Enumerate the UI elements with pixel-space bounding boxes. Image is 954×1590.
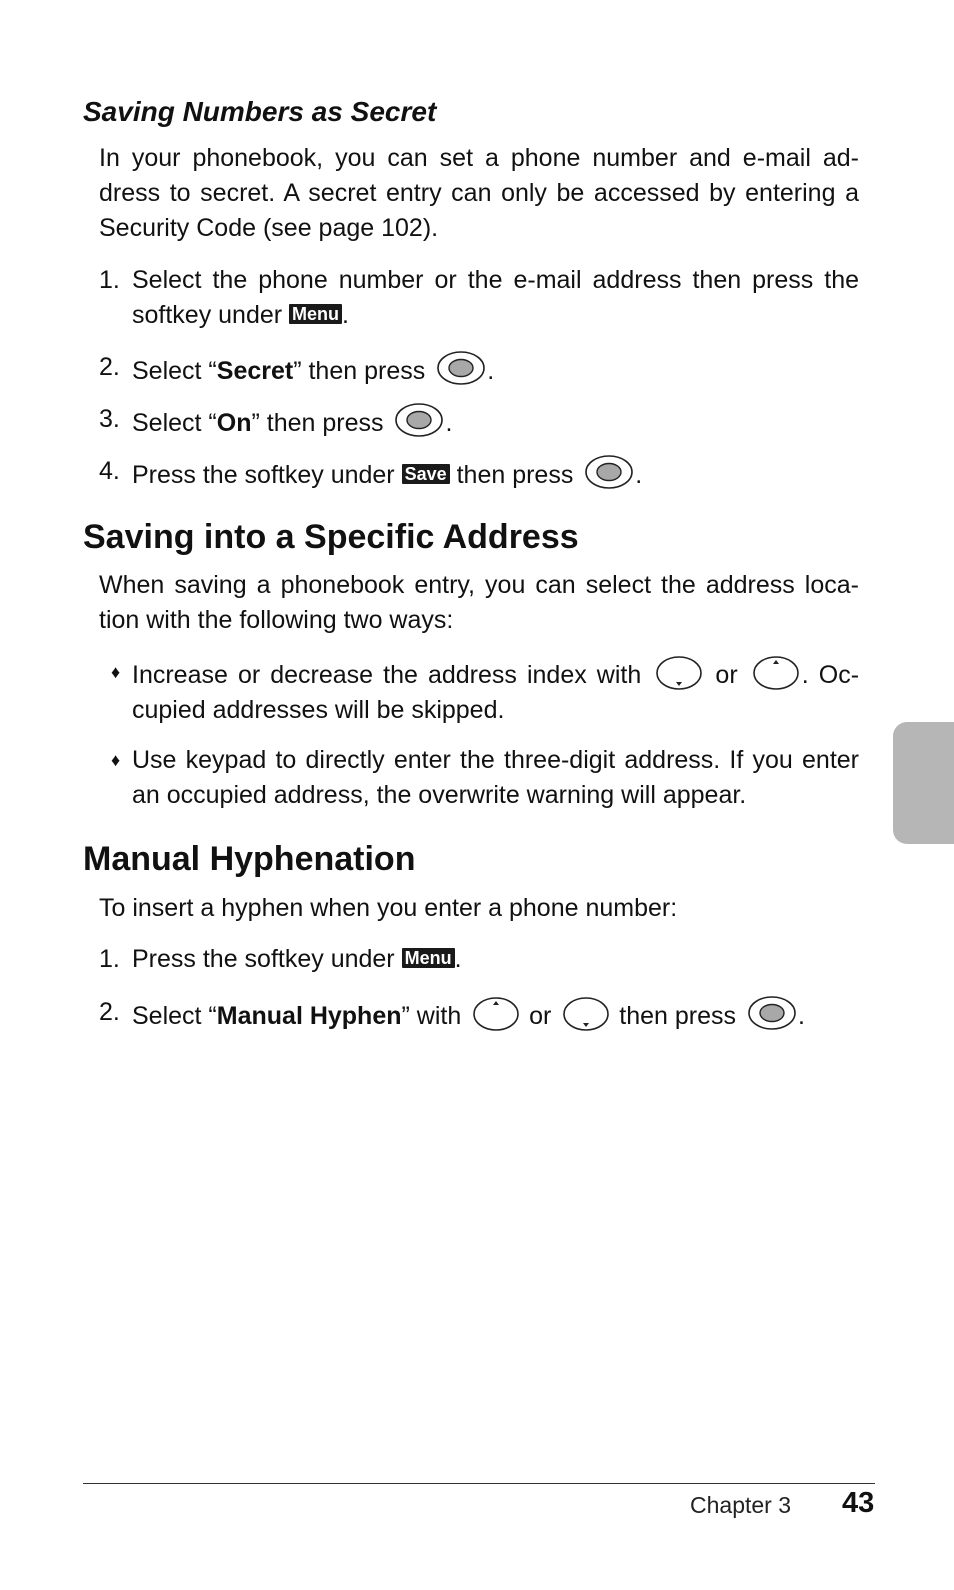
heading-manual-hyphenation: Manual Hyphenation bbox=[83, 840, 416, 878]
subheading-secret: Saving Numbers as Secret bbox=[83, 96, 437, 127]
menu-softkey-label: Menu bbox=[289, 304, 342, 324]
page-number: 43 bbox=[842, 1487, 875, 1519]
nav-down-key-icon bbox=[562, 996, 610, 1032]
save-softkey-label: Save bbox=[402, 464, 450, 484]
nav-up-key-icon bbox=[472, 996, 520, 1032]
diamond-bullet-icon: ♦ bbox=[111, 750, 121, 770]
step-number: 1. bbox=[99, 945, 120, 973]
step-number: 3. bbox=[99, 405, 120, 433]
diamond-bullet-icon: ♦ bbox=[111, 662, 121, 682]
hyphen-step-2: 2. Select “Manual Hyphen” with or then press . bbox=[99, 995, 859, 1034]
chapter-thumb-tab bbox=[893, 722, 954, 844]
secret-step-4: 4. Press the softkey under Save then press . bbox=[99, 454, 859, 493]
nav-down-key-icon bbox=[655, 655, 703, 691]
step-number: 4. bbox=[99, 457, 120, 485]
secret-step-2: 2. Select “Secret” then press . bbox=[99, 350, 859, 389]
step-number: 2. bbox=[99, 353, 120, 381]
secret-intro: In your phonebook, you can set a phone number and e-mail ad-dress to secret. A secret entry can only be accessed by entering a Security Code (see page 102). bbox=[99, 144, 859, 242]
menu-softkey-label: Menu bbox=[402, 948, 455, 968]
footer-rule bbox=[83, 1483, 875, 1484]
step-number: 1. bbox=[99, 266, 120, 294]
address-intro: When saving a phonebook entry, you can select the address loca-tion with the following two ways: bbox=[99, 571, 859, 634]
nav-up-key-icon bbox=[752, 655, 800, 691]
secret-step-3: 3. Select “On” then press . bbox=[99, 402, 859, 441]
ok-key-icon bbox=[394, 402, 444, 438]
address-bullet-2: ♦ Use keypad to directly enter the three-digit address. If you enter an occupied address, the overwrite warning will appear. bbox=[99, 743, 859, 813]
step-number: 2. bbox=[99, 998, 120, 1026]
heading-specific-address: Saving into a Specific Address bbox=[83, 518, 579, 556]
footer-chapter: Chapter 3 bbox=[690, 1492, 792, 1518]
hyphen-intro: To insert a hyphen when you enter a phone number: bbox=[99, 894, 678, 922]
ok-key-icon bbox=[584, 454, 634, 490]
address-bullet-1: ♦ Increase or decrease the address index with or . Oc-cupied addresses will be skipped. bbox=[99, 655, 859, 728]
ok-key-icon bbox=[436, 350, 486, 386]
hyphen-step-1: 1. Press the softkey under Menu . bbox=[99, 942, 859, 977]
secret-step-1: 1. Select the phone number or the e-mail address then press the softkey under Menu . bbox=[99, 263, 859, 333]
ok-key-icon bbox=[747, 995, 797, 1031]
